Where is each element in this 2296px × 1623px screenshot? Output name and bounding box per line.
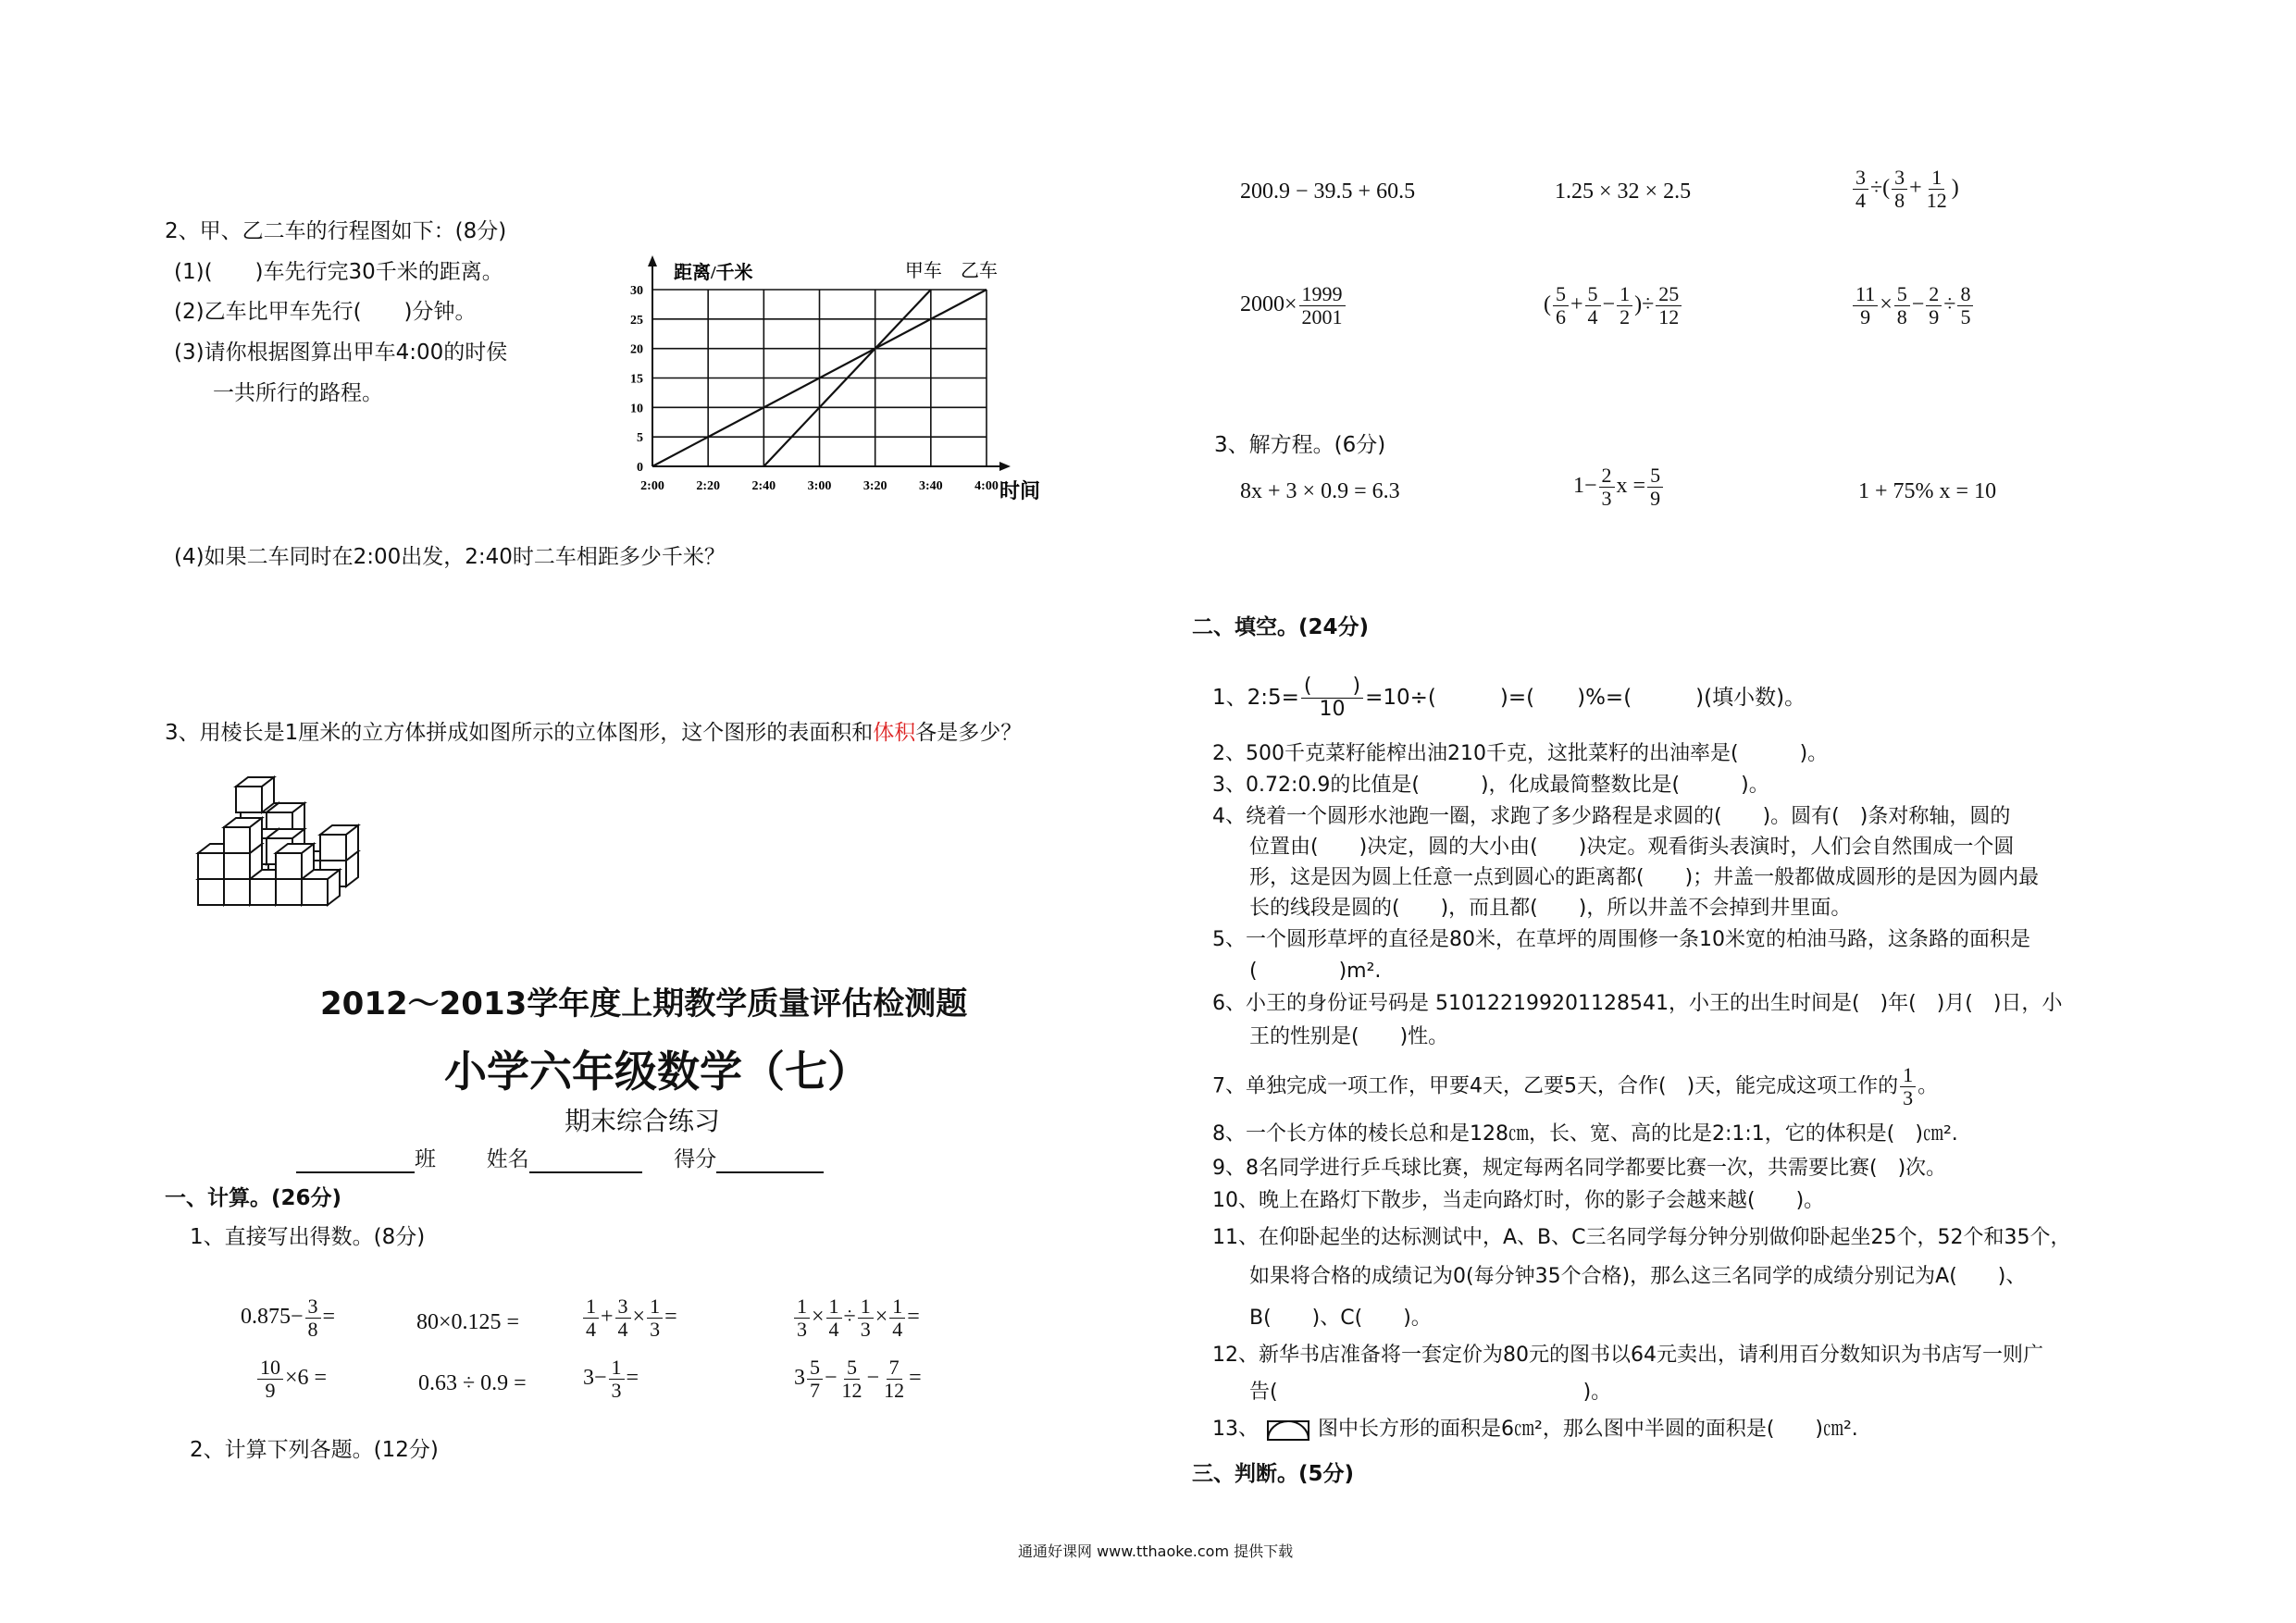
calc-expr-4-pre: 2000×: [1240, 292, 1297, 317]
score-label: 得分: [674, 1147, 717, 1171]
fill-q5a: 5、一个圆形草坪的直径是80米，在草坪的周围修一条10米宽的柏油马路，这条路的面积是: [1212, 928, 2030, 951]
fill-q3: 3、0.72:0.9的比值是( )，化成最简整数比是( )。: [1212, 774, 1769, 797]
x-tick-label: 2:40: [751, 479, 776, 493]
section-1-q2-title: 2、计算下列各题。(12分): [190, 1438, 439, 1462]
fill-q6b: 王的性别是( )性。: [1249, 1025, 1449, 1048]
section-3-title: 三、判断。(5分): [1192, 1462, 1355, 1486]
fill-q4c: 形，这是因为圆上任意一点到圆心的距离都( )；井盖一般都做成圆形的是因为圆内最: [1249, 866, 2040, 889]
subtitle: 期末综合练习: [565, 1106, 721, 1136]
question-2-sub3b: 一共所行的路程。: [213, 381, 383, 405]
chart-xlabel: 时间: [999, 479, 1041, 502]
fill-q11b: 如果将合格的成绩记为0(每分钟35个合格)，那么这三名同学的成绩分别记为A( )、: [1249, 1265, 2027, 1288]
fill-q13: [1212, 1416, 1858, 1443]
fill-q7-text: 7、单独完成一项工作，甲要4天，乙要5天，合作( )天，能完成这项工作的: [1212, 1074, 1899, 1098]
direct-calc-7: 3− $\frac{1}{3}$ =: [583, 1356, 639, 1402]
cube-front-face: [198, 853, 224, 879]
cube-front-face: [320, 835, 346, 861]
year-title: 2012～2013学年度上期教学质量评估检测题: [320, 985, 968, 1022]
fill-q1: 1、2:5= $\frac{( )}{10}$ =10÷( )=( )%=( )(填小数)。: [1212, 675, 1806, 721]
y-tick-label: 15: [630, 372, 643, 387]
equation-3: 1 + 75% x = 10: [1858, 479, 1997, 503]
section-1-title: 一、计算。(26分): [165, 1186, 342, 1210]
y-tick-label: 30: [630, 284, 643, 298]
equation-1: 8x + 3 × 0.9 = 6.3: [1240, 479, 1400, 503]
main-title: 小学六年级数学（七）: [444, 1047, 870, 1096]
calc-expr-1: 200.9 − 39.5 + 60.5: [1240, 180, 1416, 204]
cube-front-face: [276, 853, 302, 879]
semicircle-rectangle-icon: [1265, 1418, 1311, 1442]
question-2-sub1: (1)( )车先行完30千米的距离。: [174, 260, 503, 284]
fill-q7: 7、单独完成一项工作，甲要4天，乙要5天，合作( )天，能完成这项工作的 $\frac{1}{3}$ 。: [1212, 1063, 1939, 1109]
calc-expr-2: 1.25 × 32 × 2.5: [1555, 180, 1692, 204]
fill-q13-post: 图中长方形的面积是6㎝²，那么图中半圆的面积是( )㎝².: [1318, 1418, 1858, 1441]
calc-expr-3: $\frac{3}{4}$ ÷( $\frac{3}{8}$ + $\frac{1}{12}$ ): [1851, 167, 1959, 212]
direct-calc-3: $\frac{1}{4}$ + $\frac{3}{4}$ × $\frac{1}{3}$ =: [581, 1295, 677, 1341]
question-2-sub3a: (3)请你根据图算出甲车4:00的时侯: [174, 341, 508, 365]
direct-calc-2: 80×0.125 =: [416, 1310, 520, 1334]
fill-q12b: 告( )。: [1249, 1381, 1612, 1404]
cube-figure: [194, 768, 379, 935]
calc-expr-4: 2000× $\frac{1999}{2001}$: [1240, 283, 1347, 328]
calc-expr-6: $\frac{11}{9}$ × $\frac{5}{8}$ − $\frac{2}{9}$ ÷ $\frac{8}{5}$: [1851, 283, 1975, 328]
fill-q12a: 12、新华书店准备将一套定价为80元的图书以64元卖出，请利用百分数知识为书店写一则广: [1212, 1344, 2043, 1367]
equations-title: 3、解方程。(6分): [1214, 433, 1386, 457]
footer-text: 通通好课网 www.tthaoke.com 提供下载: [1018, 1542, 1294, 1560]
y-tick-label: 20: [630, 342, 643, 357]
direct-calc-5: $\frac{10}{9}$ ×6 =: [255, 1357, 327, 1402]
cube-front-face: [224, 879, 250, 905]
fill-q9: 9、8名同学进行乒乓球比赛，规定每两名同学都要比赛一次，共需要比赛( )次。: [1212, 1157, 1947, 1180]
question-3-text-after: 各是多少？: [915, 721, 1023, 745]
direct-calc-1: 0.875− $\frac{3}{8}$ =: [241, 1295, 336, 1341]
cube-front-face: [236, 787, 262, 812]
question-2-title: 2、甲、乙二车的行程图如下：(8分): [165, 219, 507, 243]
cube-front-face: [302, 879, 328, 905]
score-blank[interactable]: [716, 1147, 824, 1173]
y-tick-labels: [630, 284, 643, 475]
cube-front-face: [198, 879, 224, 905]
calc-expr-3-op: ÷(: [1870, 176, 1891, 201]
equation-2: 1− $\frac{2}{3}$ x = $\frac{5}{9}$: [1573, 465, 1665, 510]
direct-calc-4: $\frac{1}{3}$ × $\frac{1}{4}$ ÷ $\frac{1}{3}$ × $\frac{1}{4}$ =: [792, 1295, 920, 1341]
direct-calc-8: 3 $\frac{5}{7}$ − $\frac{5}{12}$ − $\frac{7}{12}$ =: [794, 1356, 922, 1402]
fill-q13-pre: 13、: [1212, 1418, 1259, 1441]
x-axis-arrow: [999, 462, 1011, 471]
chart-ylabel: 距离/千米: [674, 263, 753, 283]
y-tick-label: 5: [637, 431, 643, 446]
fill-q1-a: 1、2:5=: [1212, 686, 1299, 710]
y-tick-label: 0: [637, 461, 643, 475]
calc-expr-5: ( $\frac{5}{6}$ + $\frac{5}{4}$ − $\frac{1}{2}$ )÷ $\frac{25}{12}$: [1544, 283, 1683, 328]
cube-front-face: [224, 853, 250, 879]
cube-front-face: [276, 879, 302, 905]
x-tick-label: 3:40: [918, 479, 943, 493]
fill-q4b: 位置由( )决定，圆的大小由( )决定。观看街头表演时，人们会自然围成一个圆: [1249, 836, 2015, 859]
cube-front-face: [224, 827, 250, 853]
fill-q1-b: =10÷( )=( )%=( )(填小数)。: [1365, 686, 1806, 710]
fill-q11a: 11、在仰卧起坐的达标测试中，A、B、C三名同学每分钟分别做仰卧起坐25个，52个和35个，: [1212, 1226, 2071, 1249]
travel-chart: [592, 252, 1055, 502]
fill-q4d: 长的线段是圆的( )，而且都( )，所以井盖不会掉到井里面。: [1249, 897, 1852, 920]
name-label: 姓名: [486, 1147, 529, 1171]
direct-calc-6: 0.63 ÷ 0.9 =: [418, 1371, 527, 1395]
x-tick-label: 3:00: [807, 479, 832, 493]
x-tick-label: 4:00: [974, 479, 999, 493]
chart-grid: [648, 255, 1011, 471]
x-tick-labels: [640, 479, 999, 493]
class-blank[interactable]: [296, 1147, 415, 1173]
fill-q5b: ( )m².: [1249, 960, 1382, 983]
question-2-sub4: (4)如果二车同时在2:00出发，2:40时二车相距多少千米？: [174, 545, 726, 569]
x-tick-label: 2:20: [696, 479, 721, 493]
fill-q4a: 4、绕着一个圆形水池跑一圈，求跑了多少路程是求圆的( )。圆有( )条对称轴，圆的: [1212, 805, 2011, 828]
student-info-line: [296, 1146, 824, 1173]
x-tick-label: 3:20: [863, 479, 887, 493]
section-1-q1-title: 1、直接写出得数。(8分): [190, 1225, 426, 1249]
fill-q11c: B( )、C( )。: [1249, 1307, 1432, 1330]
cube-front-face: [250, 879, 276, 905]
class-label: 班: [415, 1147, 436, 1171]
x-tick-label: 2:00: [640, 479, 664, 493]
name-blank[interactable]: [529, 1147, 642, 1173]
y-tick-label: 10: [630, 402, 643, 416]
question-3-text-before: 3、用棱长是1厘米的立方体拼成如图所示的立体图形，这个图形的表面积和: [165, 721, 874, 745]
chart-legend: [905, 260, 998, 281]
question-3-text-red: 体积: [873, 721, 916, 745]
legend-label: 乙车: [961, 261, 998, 281]
fill-q8: 8、一个长方体的棱长总和是128㎝，长、宽、高的比是2:1:1，它的体积是( )㎝².: [1212, 1122, 1958, 1146]
question-2-sub2: (2)乙车比甲车先行( )分钟。: [174, 300, 477, 324]
y-axis-arrow: [648, 255, 657, 266]
fill-q2: 2、500千克菜籽能榨出油210千克，这批菜籽的出油率是( )。: [1212, 742, 1829, 765]
fill-q10: 10、晚上在路灯下散步，当走向路灯时，你的影子会越来越( )。: [1212, 1189, 1825, 1212]
legend-label: 甲车: [904, 261, 942, 281]
section-2-title: 二、填空。(24分): [1192, 615, 1370, 639]
fill-q6a: 6、小王的身份证号码是 510122199201128541，小王的出生时间是( )年( )月( )日，小: [1212, 992, 2063, 1015]
question-3-text: [165, 719, 1022, 747]
y-tick-label: 25: [630, 313, 643, 328]
